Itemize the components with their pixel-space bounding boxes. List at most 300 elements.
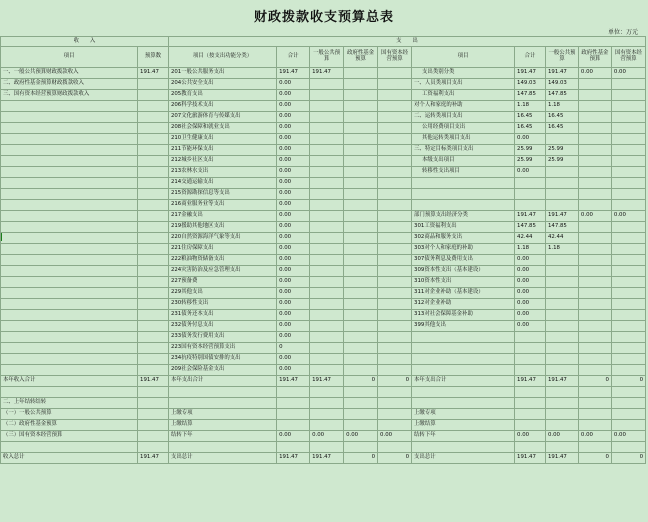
- table-cell[interactable]: 上缴专项: [412, 409, 515, 420]
- table-cell[interactable]: [611, 332, 645, 343]
- table-cell[interactable]: [611, 321, 645, 332]
- table-cell[interactable]: [378, 288, 412, 299]
- table-cell[interactable]: [378, 101, 412, 112]
- table-cell[interactable]: [545, 420, 578, 431]
- table-cell[interactable]: 0.00: [515, 167, 546, 178]
- table-cell[interactable]: 0.00: [310, 431, 344, 442]
- table-cell[interactable]: [611, 123, 645, 134]
- table-cell[interactable]: 0.00: [515, 299, 546, 310]
- table-cell[interactable]: 313对社会保障基金补助: [412, 310, 515, 321]
- table-cell[interactable]: [545, 343, 578, 354]
- table-cell[interactable]: [378, 222, 412, 233]
- table-cell[interactable]: [611, 266, 645, 277]
- table-cell[interactable]: [611, 244, 645, 255]
- table-cell[interactable]: [344, 343, 378, 354]
- table-cell[interactable]: 本年支出合计: [168, 376, 276, 387]
- table-cell[interactable]: [1, 332, 138, 343]
- table-cell[interactable]: [344, 310, 378, 321]
- table-cell[interactable]: [378, 90, 412, 101]
- table-cell[interactable]: [310, 156, 344, 167]
- table-cell[interactable]: 0.00: [545, 431, 578, 442]
- table-cell[interactable]: [578, 288, 611, 299]
- table-cell[interactable]: 0.00: [611, 68, 645, 79]
- table-cell[interactable]: [310, 277, 344, 288]
- table-cell[interactable]: [138, 343, 169, 354]
- table-cell[interactable]: 0.00: [277, 233, 310, 244]
- table-cell[interactable]: 0.00: [277, 354, 310, 365]
- table-cell[interactable]: [344, 442, 378, 453]
- table-cell[interactable]: [310, 79, 344, 90]
- table-cell[interactable]: [1, 123, 138, 134]
- table-cell[interactable]: [545, 332, 578, 343]
- table-cell[interactable]: [515, 332, 546, 343]
- table-cell[interactable]: [344, 244, 378, 255]
- table-cell[interactable]: 1.18: [545, 244, 578, 255]
- table-cell[interactable]: [1, 343, 138, 354]
- table-cell[interactable]: [138, 255, 169, 266]
- table-cell[interactable]: [277, 387, 310, 398]
- table-cell[interactable]: 上缴结算: [168, 420, 276, 431]
- table-cell[interactable]: [578, 321, 611, 332]
- table-cell[interactable]: 对个人和家庭的补助: [412, 101, 515, 112]
- table-cell[interactable]: [378, 266, 412, 277]
- table-cell[interactable]: 0.00: [515, 310, 546, 321]
- table-cell[interactable]: 0.00: [515, 288, 546, 299]
- table-cell[interactable]: [1, 244, 138, 255]
- table-cell[interactable]: 191.47: [515, 68, 546, 79]
- table-cell[interactable]: [412, 387, 515, 398]
- table-cell[interactable]: [578, 101, 611, 112]
- table-cell[interactable]: 16.45: [545, 112, 578, 123]
- table-cell[interactable]: 上缴结算: [412, 420, 515, 431]
- table-cell[interactable]: [578, 343, 611, 354]
- table-cell[interactable]: [378, 79, 412, 90]
- table-cell[interactable]: [138, 354, 169, 365]
- table-cell[interactable]: [1, 266, 138, 277]
- table-cell[interactable]: [578, 200, 611, 211]
- table-cell[interactable]: [138, 222, 169, 233]
- table-cell[interactable]: 0: [578, 376, 611, 387]
- table-cell[interactable]: [1, 310, 138, 321]
- table-cell[interactable]: 224灾害防治及应急管理支出: [168, 266, 276, 277]
- table-cell[interactable]: [578, 222, 611, 233]
- table-cell[interactable]: [310, 222, 344, 233]
- table-cell[interactable]: 0.00: [277, 123, 310, 134]
- table-cell[interactable]: [138, 387, 169, 398]
- table-cell[interactable]: [578, 233, 611, 244]
- table-cell[interactable]: 191.47: [138, 453, 169, 464]
- table-cell[interactable]: 147.85: [515, 90, 546, 101]
- table-cell[interactable]: [578, 387, 611, 398]
- table-cell[interactable]: [611, 409, 645, 420]
- table-cell[interactable]: 0.00: [578, 68, 611, 79]
- table-cell[interactable]: [1, 156, 138, 167]
- table-cell[interactable]: [545, 398, 578, 409]
- table-cell[interactable]: [310, 332, 344, 343]
- table-cell[interactable]: [412, 332, 515, 343]
- table-cell[interactable]: [344, 101, 378, 112]
- table-cell[interactable]: 0.00: [277, 101, 310, 112]
- table-cell[interactable]: 0.00: [277, 277, 310, 288]
- table-cell[interactable]: [545, 310, 578, 321]
- table-cell[interactable]: 149.03: [515, 79, 546, 90]
- table-cell[interactable]: [545, 442, 578, 453]
- table-cell[interactable]: 本年支出合计: [412, 376, 515, 387]
- table-cell[interactable]: 210卫生健康支出: [168, 134, 276, 145]
- table-cell[interactable]: 收入总计: [1, 453, 138, 464]
- table-cell[interactable]: [138, 365, 169, 376]
- table-cell[interactable]: [138, 321, 169, 332]
- table-cell[interactable]: 其他运转类项目支出: [412, 134, 515, 145]
- table-cell[interactable]: 0.00: [277, 321, 310, 332]
- table-cell[interactable]: [277, 420, 310, 431]
- table-cell[interactable]: [578, 79, 611, 90]
- table-cell[interactable]: [1, 442, 138, 453]
- table-cell[interactable]: [1, 112, 138, 123]
- table-cell[interactable]: [138, 156, 169, 167]
- table-cell[interactable]: [578, 365, 611, 376]
- table-cell[interactable]: 231债务还本支出: [168, 310, 276, 321]
- table-cell[interactable]: 一、人员类项目支出: [412, 79, 515, 90]
- table-cell[interactable]: 205教育支出: [168, 90, 276, 101]
- table-cell[interactable]: [1, 288, 138, 299]
- table-cell[interactable]: [138, 145, 169, 156]
- table-cell[interactable]: 191.47: [277, 453, 310, 464]
- table-cell[interactable]: [378, 134, 412, 145]
- table-cell[interactable]: [611, 134, 645, 145]
- table-cell[interactable]: 0.00: [344, 431, 378, 442]
- table-cell[interactable]: [378, 255, 412, 266]
- table-cell[interactable]: [310, 321, 344, 332]
- table-cell[interactable]: 211节能环保支出: [168, 145, 276, 156]
- table-cell[interactable]: 216商业服务业等支出: [168, 200, 276, 211]
- table-cell[interactable]: 0.00: [515, 255, 546, 266]
- table-cell[interactable]: 转移性支出项目: [412, 167, 515, 178]
- table-cell[interactable]: [138, 310, 169, 321]
- table-cell[interactable]: 0.00: [277, 112, 310, 123]
- table-cell[interactable]: 208社会保障和就业支出: [168, 123, 276, 134]
- table-cell[interactable]: 0: [611, 376, 645, 387]
- table-cell[interactable]: [611, 255, 645, 266]
- table-cell[interactable]: 0.00: [515, 431, 546, 442]
- table-cell[interactable]: [378, 178, 412, 189]
- table-cell[interactable]: [1, 167, 138, 178]
- table-cell[interactable]: [412, 442, 515, 453]
- table-cell[interactable]: [310, 354, 344, 365]
- table-cell[interactable]: [378, 332, 412, 343]
- table-cell[interactable]: 147.85: [515, 222, 546, 233]
- table-cell[interactable]: 209社会保险基金支出: [168, 365, 276, 376]
- table-cell[interactable]: [515, 409, 546, 420]
- table-cell[interactable]: [344, 277, 378, 288]
- table-cell[interactable]: [310, 145, 344, 156]
- table-cell[interactable]: 0.00: [277, 299, 310, 310]
- table-cell[interactable]: 215资源勘探信息等支出: [168, 189, 276, 200]
- table-cell[interactable]: [578, 156, 611, 167]
- table-cell[interactable]: [344, 112, 378, 123]
- table-cell[interactable]: [378, 354, 412, 365]
- table-cell[interactable]: [1, 200, 138, 211]
- table-cell[interactable]: 1.18: [545, 101, 578, 112]
- table-cell[interactable]: [545, 167, 578, 178]
- table-cell[interactable]: [138, 123, 169, 134]
- table-cell[interactable]: 0.00: [277, 431, 310, 442]
- table-cell[interactable]: [310, 387, 344, 398]
- table-cell[interactable]: [378, 420, 412, 431]
- table-cell[interactable]: [611, 178, 645, 189]
- table-cell[interactable]: 191.47: [545, 68, 578, 79]
- table-cell[interactable]: [611, 420, 645, 431]
- table-cell[interactable]: [611, 288, 645, 299]
- table-cell[interactable]: 0.00: [277, 200, 310, 211]
- table-cell[interactable]: [611, 398, 645, 409]
- table-cell[interactable]: [310, 112, 344, 123]
- table-cell[interactable]: [578, 244, 611, 255]
- table-cell[interactable]: [310, 189, 344, 200]
- table-cell[interactable]: [1, 365, 138, 376]
- table-cell[interactable]: 191.47: [515, 211, 546, 222]
- table-cell[interactable]: [1, 354, 138, 365]
- table-cell[interactable]: 307债务利息及费用支出: [412, 255, 515, 266]
- table-cell[interactable]: [310, 244, 344, 255]
- table-cell[interactable]: [412, 354, 515, 365]
- table-cell[interactable]: [515, 442, 546, 453]
- table-cell[interactable]: [138, 200, 169, 211]
- table-cell[interactable]: 0.00: [277, 211, 310, 222]
- table-cell[interactable]: 0: [378, 376, 412, 387]
- table-cell[interactable]: [611, 112, 645, 123]
- table-cell[interactable]: 207文化旅游体育与传媒支出: [168, 112, 276, 123]
- table-cell[interactable]: [344, 145, 378, 156]
- table-cell[interactable]: [344, 134, 378, 145]
- table-cell[interactable]: [344, 365, 378, 376]
- table-cell[interactable]: [378, 365, 412, 376]
- table-cell[interactable]: [515, 200, 546, 211]
- table-cell[interactable]: [378, 299, 412, 310]
- table-cell[interactable]: [378, 167, 412, 178]
- table-cell[interactable]: [545, 277, 578, 288]
- table-cell[interactable]: [1, 321, 138, 332]
- table-cell[interactable]: [310, 266, 344, 277]
- table-cell[interactable]: [378, 233, 412, 244]
- table-cell[interactable]: [378, 112, 412, 123]
- table-cell[interactable]: 0.00: [515, 266, 546, 277]
- table-cell[interactable]: 25.99: [545, 145, 578, 156]
- table-cell[interactable]: 25.99: [515, 145, 546, 156]
- table-cell[interactable]: [344, 299, 378, 310]
- table-cell[interactable]: 223国有资本经营预算支出: [168, 343, 276, 354]
- table-cell[interactable]: [578, 167, 611, 178]
- table-cell[interactable]: [138, 420, 169, 431]
- table-cell[interactable]: [138, 244, 169, 255]
- table-cell[interactable]: [138, 112, 169, 123]
- table-cell[interactable]: 0: [378, 453, 412, 464]
- table-cell[interactable]: [545, 255, 578, 266]
- table-cell[interactable]: （一）一般公共预算: [1, 409, 138, 420]
- table-cell[interactable]: [344, 156, 378, 167]
- table-cell[interactable]: 229其他支出: [168, 288, 276, 299]
- table-cell[interactable]: [611, 101, 645, 112]
- table-cell[interactable]: [310, 134, 344, 145]
- table-cell[interactable]: 234抗疫特别国债安排的支出: [168, 354, 276, 365]
- table-cell[interactable]: [545, 321, 578, 332]
- table-cell[interactable]: [138, 178, 169, 189]
- table-cell[interactable]: [578, 332, 611, 343]
- table-cell[interactable]: 0.00: [277, 134, 310, 145]
- table-cell[interactable]: [138, 398, 169, 409]
- table-cell[interactable]: 0.00: [277, 266, 310, 277]
- table-cell[interactable]: [310, 233, 344, 244]
- table-cell[interactable]: 支出类别分类: [412, 68, 515, 79]
- table-cell[interactable]: 147.85: [545, 90, 578, 101]
- table-cell[interactable]: [378, 387, 412, 398]
- table-cell[interactable]: 0.00: [378, 431, 412, 442]
- table-cell[interactable]: [138, 288, 169, 299]
- table-cell[interactable]: [310, 123, 344, 134]
- table-cell[interactable]: [578, 310, 611, 321]
- table-cell[interactable]: [310, 90, 344, 101]
- table-cell[interactable]: [578, 266, 611, 277]
- table-cell[interactable]: 0.00: [277, 365, 310, 376]
- table-cell[interactable]: [378, 442, 412, 453]
- table-cell[interactable]: [611, 167, 645, 178]
- table-cell[interactable]: 222粮油物资储备支出: [168, 255, 276, 266]
- table-cell[interactable]: [578, 354, 611, 365]
- table-cell[interactable]: [378, 398, 412, 409]
- table-cell[interactable]: [378, 68, 412, 79]
- table-cell[interactable]: 191.47: [515, 453, 546, 464]
- table-cell[interactable]: 本年收入合计: [1, 376, 138, 387]
- table-cell[interactable]: 0.00: [578, 431, 611, 442]
- table-cell[interactable]: 0.00: [515, 321, 546, 332]
- table-cell[interactable]: 三、特定目标类项目支出: [412, 145, 515, 156]
- table-cell[interactable]: 0.00: [578, 211, 611, 222]
- table-cell[interactable]: 0.00: [277, 145, 310, 156]
- table-cell[interactable]: [378, 145, 412, 156]
- table-cell[interactable]: [611, 189, 645, 200]
- table-cell[interactable]: [344, 90, 378, 101]
- table-cell[interactable]: 0.00: [277, 189, 310, 200]
- table-cell[interactable]: [138, 233, 169, 244]
- table-cell[interactable]: [545, 354, 578, 365]
- table-cell[interactable]: 191.47: [545, 211, 578, 222]
- table-cell[interactable]: [138, 442, 169, 453]
- table-cell[interactable]: [578, 255, 611, 266]
- table-cell[interactable]: 191.47: [310, 68, 344, 79]
- table-cell[interactable]: [310, 299, 344, 310]
- table-cell[interactable]: [344, 332, 378, 343]
- table-cell[interactable]: [310, 420, 344, 431]
- table-cell[interactable]: [578, 178, 611, 189]
- table-cell[interactable]: [277, 442, 310, 453]
- table-cell[interactable]: [545, 409, 578, 420]
- table-cell[interactable]: [344, 167, 378, 178]
- table-cell[interactable]: 311对企业补助（基本建设）: [412, 288, 515, 299]
- table-cell[interactable]: （三）国有资本经营预算: [1, 431, 138, 442]
- table-cell[interactable]: [515, 365, 546, 376]
- table-cell[interactable]: [515, 398, 546, 409]
- table-cell[interactable]: [611, 145, 645, 156]
- table-cell[interactable]: 0.00: [277, 255, 310, 266]
- table-cell[interactable]: [138, 90, 169, 101]
- table-cell[interactable]: [310, 398, 344, 409]
- table-cell[interactable]: [168, 398, 276, 409]
- table-cell[interactable]: 230转移性支出: [168, 299, 276, 310]
- table-cell[interactable]: [344, 178, 378, 189]
- table-cell[interactable]: [310, 365, 344, 376]
- table-cell[interactable]: [344, 266, 378, 277]
- table-cell[interactable]: 0.00: [277, 244, 310, 255]
- table-cell[interactable]: 25.99: [515, 156, 546, 167]
- table-cell[interactable]: [578, 398, 611, 409]
- table-cell[interactable]: [1, 178, 138, 189]
- table-cell[interactable]: [378, 244, 412, 255]
- table-cell[interactable]: [310, 409, 344, 420]
- table-cell[interactable]: 42.44: [515, 233, 546, 244]
- table-cell[interactable]: [611, 365, 645, 376]
- table-cell[interactable]: [138, 79, 169, 90]
- table-cell[interactable]: [1, 299, 138, 310]
- table-cell[interactable]: 16.45: [545, 123, 578, 134]
- table-cell[interactable]: [138, 167, 169, 178]
- table-cell[interactable]: [545, 189, 578, 200]
- table-cell[interactable]: [344, 189, 378, 200]
- table-cell[interactable]: [138, 277, 169, 288]
- table-cell[interactable]: [545, 387, 578, 398]
- table-cell[interactable]: [412, 343, 515, 354]
- table-cell[interactable]: [344, 79, 378, 90]
- table-cell[interactable]: 0.00: [515, 277, 546, 288]
- table-cell[interactable]: [310, 178, 344, 189]
- table-cell[interactable]: [515, 420, 546, 431]
- table-cell[interactable]: 191.47: [138, 68, 169, 79]
- table-cell[interactable]: [611, 299, 645, 310]
- table-cell[interactable]: 0: [611, 453, 645, 464]
- table-cell[interactable]: [378, 343, 412, 354]
- table-cell[interactable]: [344, 233, 378, 244]
- table-cell[interactable]: [545, 365, 578, 376]
- table-cell[interactable]: [611, 354, 645, 365]
- table-cell[interactable]: [344, 321, 378, 332]
- table-cell[interactable]: [378, 321, 412, 332]
- table-cell[interactable]: [310, 310, 344, 321]
- table-cell[interactable]: 1.18: [515, 244, 546, 255]
- table-cell[interactable]: [578, 277, 611, 288]
- table-cell[interactable]: [412, 398, 515, 409]
- table-cell[interactable]: 191.47: [545, 376, 578, 387]
- table-cell[interactable]: 0.00: [277, 332, 310, 343]
- table-cell[interactable]: [378, 156, 412, 167]
- table-cell[interactable]: 三、国有资本经营预算财政拨款收入: [1, 90, 138, 101]
- table-cell[interactable]: 0.00: [277, 310, 310, 321]
- table-cell[interactable]: 二、运转类项目支出: [412, 112, 515, 123]
- table-cell[interactable]: [138, 266, 169, 277]
- table-cell[interactable]: [515, 343, 546, 354]
- table-cell[interactable]: [611, 156, 645, 167]
- table-cell[interactable]: [611, 310, 645, 321]
- table-cell[interactable]: 310资本性支出: [412, 277, 515, 288]
- table-cell[interactable]: 支出总计: [412, 453, 515, 464]
- table-cell[interactable]: [611, 387, 645, 398]
- table-cell[interactable]: [611, 277, 645, 288]
- table-cell[interactable]: [578, 189, 611, 200]
- table-cell[interactable]: [138, 101, 169, 112]
- table-cell[interactable]: 42.44: [545, 233, 578, 244]
- table-cell[interactable]: 结转下年: [412, 431, 515, 442]
- table-cell[interactable]: 0.00: [611, 211, 645, 222]
- table-cell[interactable]: 0: [277, 343, 310, 354]
- table-cell[interactable]: 219援助其他地区支出: [168, 222, 276, 233]
